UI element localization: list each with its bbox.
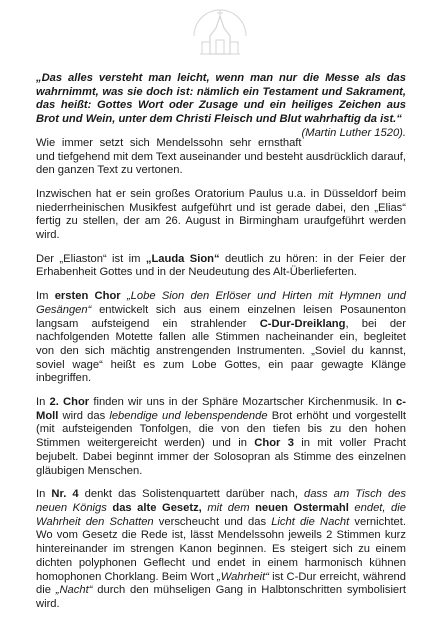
c-minor-label: c-Moll [36, 396, 406, 422]
text-span: finden wir uns in der Sphäre Mozartscher Kirchenmusik. In [89, 396, 397, 409]
text-span: wird das [58, 409, 110, 422]
quote-text: „Das alles versteht man leicht, wenn man nur die Messe als das wahrnimmt, was sie doch ist: nämlich ein Testament und Sakrament, das heißt: Gottes Wort oder Zusage und ein heiliges Zeichen aus Brot und Wein, unter dem Christi Fleisch und Blut wahrhaftig da ist.“ [36, 72, 406, 126]
paragraph-1: Wie immer setzt sich Mendelssohn sehr ernsthaft und tiefgehend mit dem Text auseinander und besteht ausdrücklich darauf, den ganzen Text zu vertonen. [36, 136, 406, 177]
text-span: ist C-Dur erreicht, während die [36, 570, 406, 597]
paragraph-5 [36, 396, 406, 478]
church-stamp-icon [186, 6, 254, 64]
quote-citation: (Martin Luther 1520). [301, 126, 406, 139]
paragraph-2: Inzwischen hat er sein großes Oratorium Paulus u.a. in Düsseldorf beim niederrheinischen Musikfest aufgeführt und ist gerade dabei, den „Elias“ fertig zu stellen, der am 26. August in Birmingham uraufgeführt werden wird. [36, 187, 406, 242]
italic-text: mit dem [201, 501, 256, 514]
article-body [36, 72, 406, 622]
italic-text: „Wahrheit“ [216, 570, 269, 583]
text-span: Brot erhöht und vorgestellt (mit aufsteigenden Tonfolgen, die von den tiefen bis zu den hohen Stimmen weitergereicht werden) und in [36, 409, 407, 450]
lauda-sion-title: „Lauda Sion“ [145, 252, 220, 265]
italic-text: endet, die Wahrheit den Schatten [36, 501, 406, 528]
text-span: deutlich zu hören: in der Feier der Erhabenheit Gottes und in der Neudeutung des Alt-Überlieferten. [36, 252, 406, 279]
old-law-label: das alte Gesetz, [112, 501, 202, 514]
text-span: entwickelt sich aus einem einzelnen leisen Posaunenton langsam aufsteigend ein strahlender [36, 303, 406, 330]
text-span: In [36, 396, 50, 409]
luther-quote [36, 72, 406, 139]
second-chorus-label: 2. Chor [49, 396, 90, 409]
number-4-label: Nr. 4 [51, 488, 79, 501]
italic-text: „Nacht“ [55, 584, 93, 597]
first-chorus-label: ersten Chor [54, 290, 121, 303]
text-span: durch den mühseligen Gang in Halbtonschritten symbolisiert wird. [36, 584, 406, 610]
italic-text: Licht die Nacht [271, 515, 350, 528]
text-span: In [36, 488, 52, 501]
text-span: Der „Eliaston“ ist im [36, 252, 146, 265]
text-span: in mit voller Pracht bejubelt. Dabei beginnt immer der Solosopran als Stimme des einzelnen gläubigen Menschen. [36, 437, 406, 477]
text-span: denkt das Solistenquartett darüber nach, [78, 488, 304, 501]
text-span: vernichtet. Wo vom Gesetz die Rede ist, lässt Mendelssohn jeweils 2 Stimmen kurz hintereinander im strengen Kanon beginnen. Es steigert sich zu einem dichten polyphonen Geflecht und endet in einem harmonisch kühnen homophonen Chorklang. Beim Wort [36, 515, 406, 583]
text-span: Im [36, 290, 55, 303]
text-span: , bei der nachfolgenden Motette fallen alle Stimmen nacheinander ein, begleitet von den sich mächtig anstrengenden Instrumenten. „Soviel du kannst, soviel wage“ heißt es zum Lobe Gottes, ein paar gewagte Klänge inbegriffen. [36, 317, 406, 385]
paragraph-6 [36, 488, 406, 611]
c-major-triad-label: C-Dur-Dreiklang [259, 317, 346, 330]
new-easter-meal-label: neuen Ostermahl [255, 501, 349, 514]
text-span: verscheucht und das [153, 515, 272, 528]
italic-text: „Lobe Sion den Erlöser und Hirten mit Hymnen und Gesängen“ [36, 290, 406, 316]
paragraph-4 [36, 290, 406, 386]
italic-text: dass am Tisch des neuen Königs [36, 488, 406, 514]
italic-text: lebendige und lebenspendende [109, 409, 268, 422]
paragraph-3 [36, 253, 406, 280]
chorus-3-label: Chor 3 [254, 437, 294, 450]
